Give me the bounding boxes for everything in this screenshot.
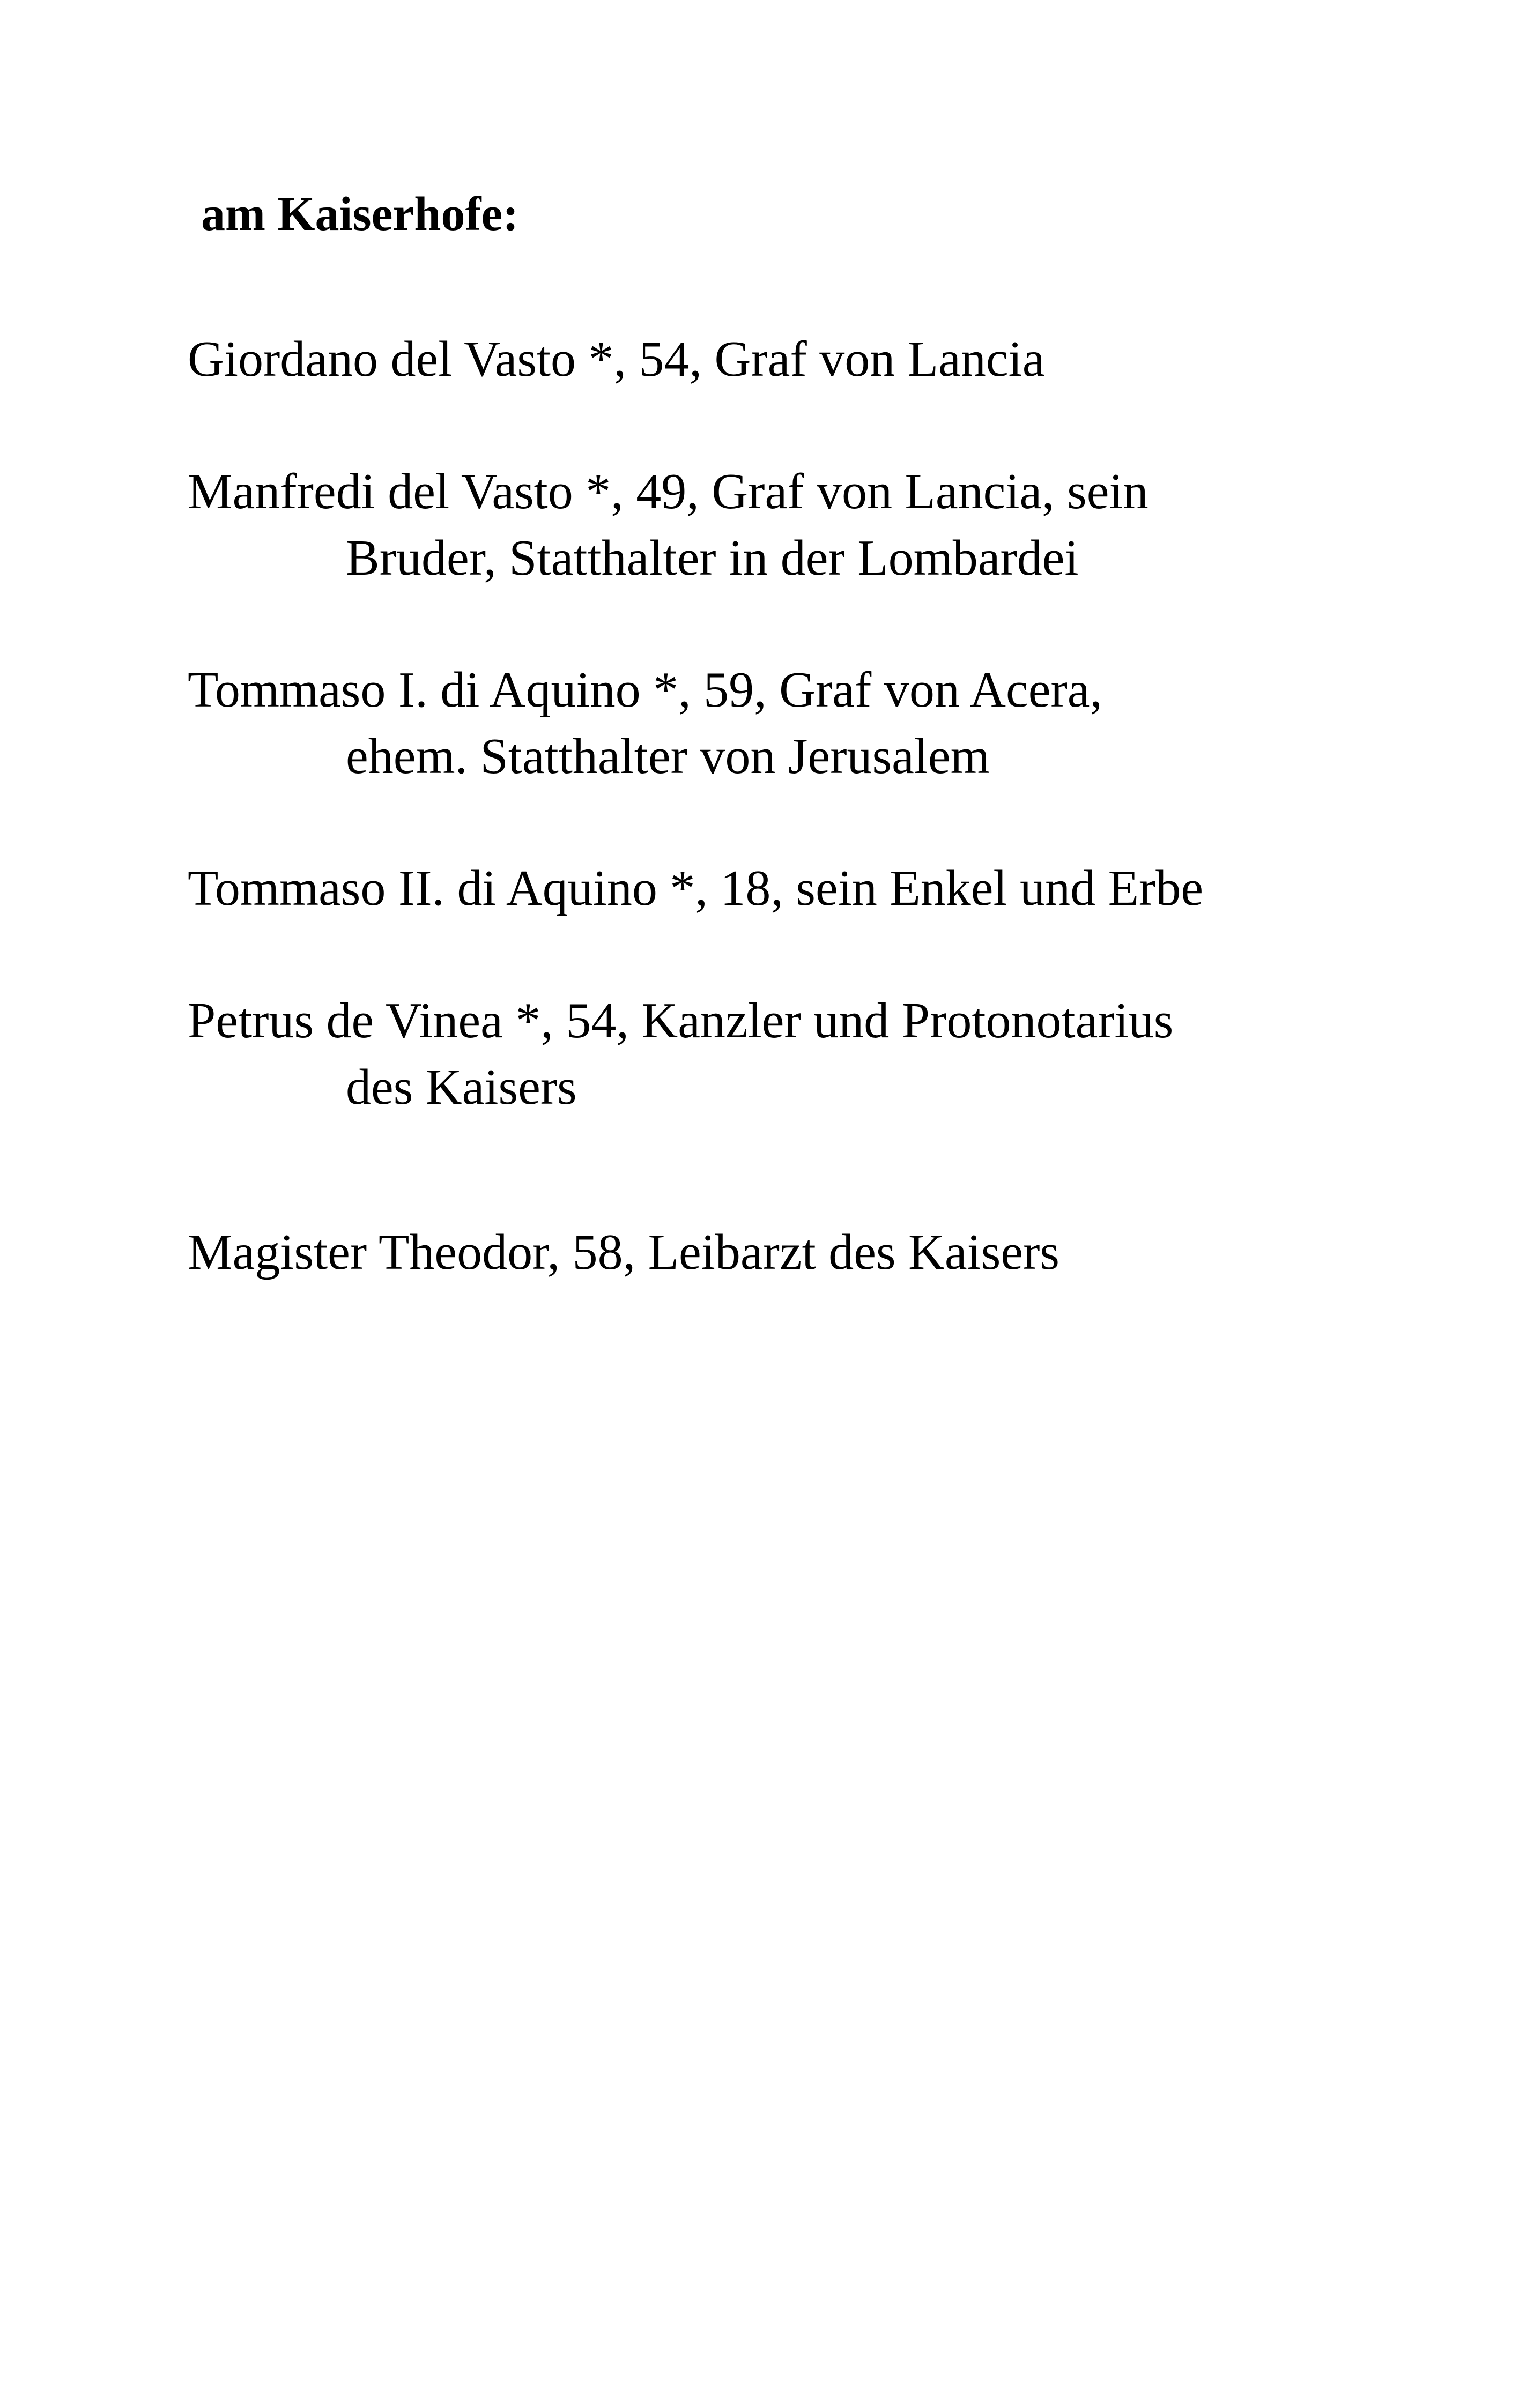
section-heading: am Kaiserhofe:	[201, 188, 519, 241]
entry-continuation: ehem. Statthalter von Jerusalem	[346, 729, 990, 784]
entry-text: Petrus de Vinea *, 54, Kanzler und Protonotarius	[188, 993, 1174, 1049]
entry-text: Tommaso I. di Aquino *, 59, Graf von Acera,	[188, 662, 1102, 718]
entry-text: Giordano del Vasto *, 54, Graf von Lancia	[188, 331, 1045, 387]
list-item	[188, 326, 1044, 392]
list-item	[188, 987, 1173, 1120]
list-item	[188, 855, 1203, 921]
list-item	[188, 657, 1102, 790]
entry-text: Manfredi del Vasto *, 49, Graf von Lancia, sein	[188, 464, 1148, 519]
entry-text: Tommaso II. di Aquino *, 18, sein Enkel und Erbe	[188, 860, 1204, 916]
entry-continuation: Bruder, Statthalter in der Lombardei	[346, 530, 1079, 586]
list-item	[188, 458, 1148, 591]
list-item	[188, 1219, 1059, 1285]
entry-continuation: des Kaisers	[346, 1059, 577, 1115]
entry-text: Magister Theodor, 58, Leibarzt des Kaisers	[188, 1224, 1059, 1280]
